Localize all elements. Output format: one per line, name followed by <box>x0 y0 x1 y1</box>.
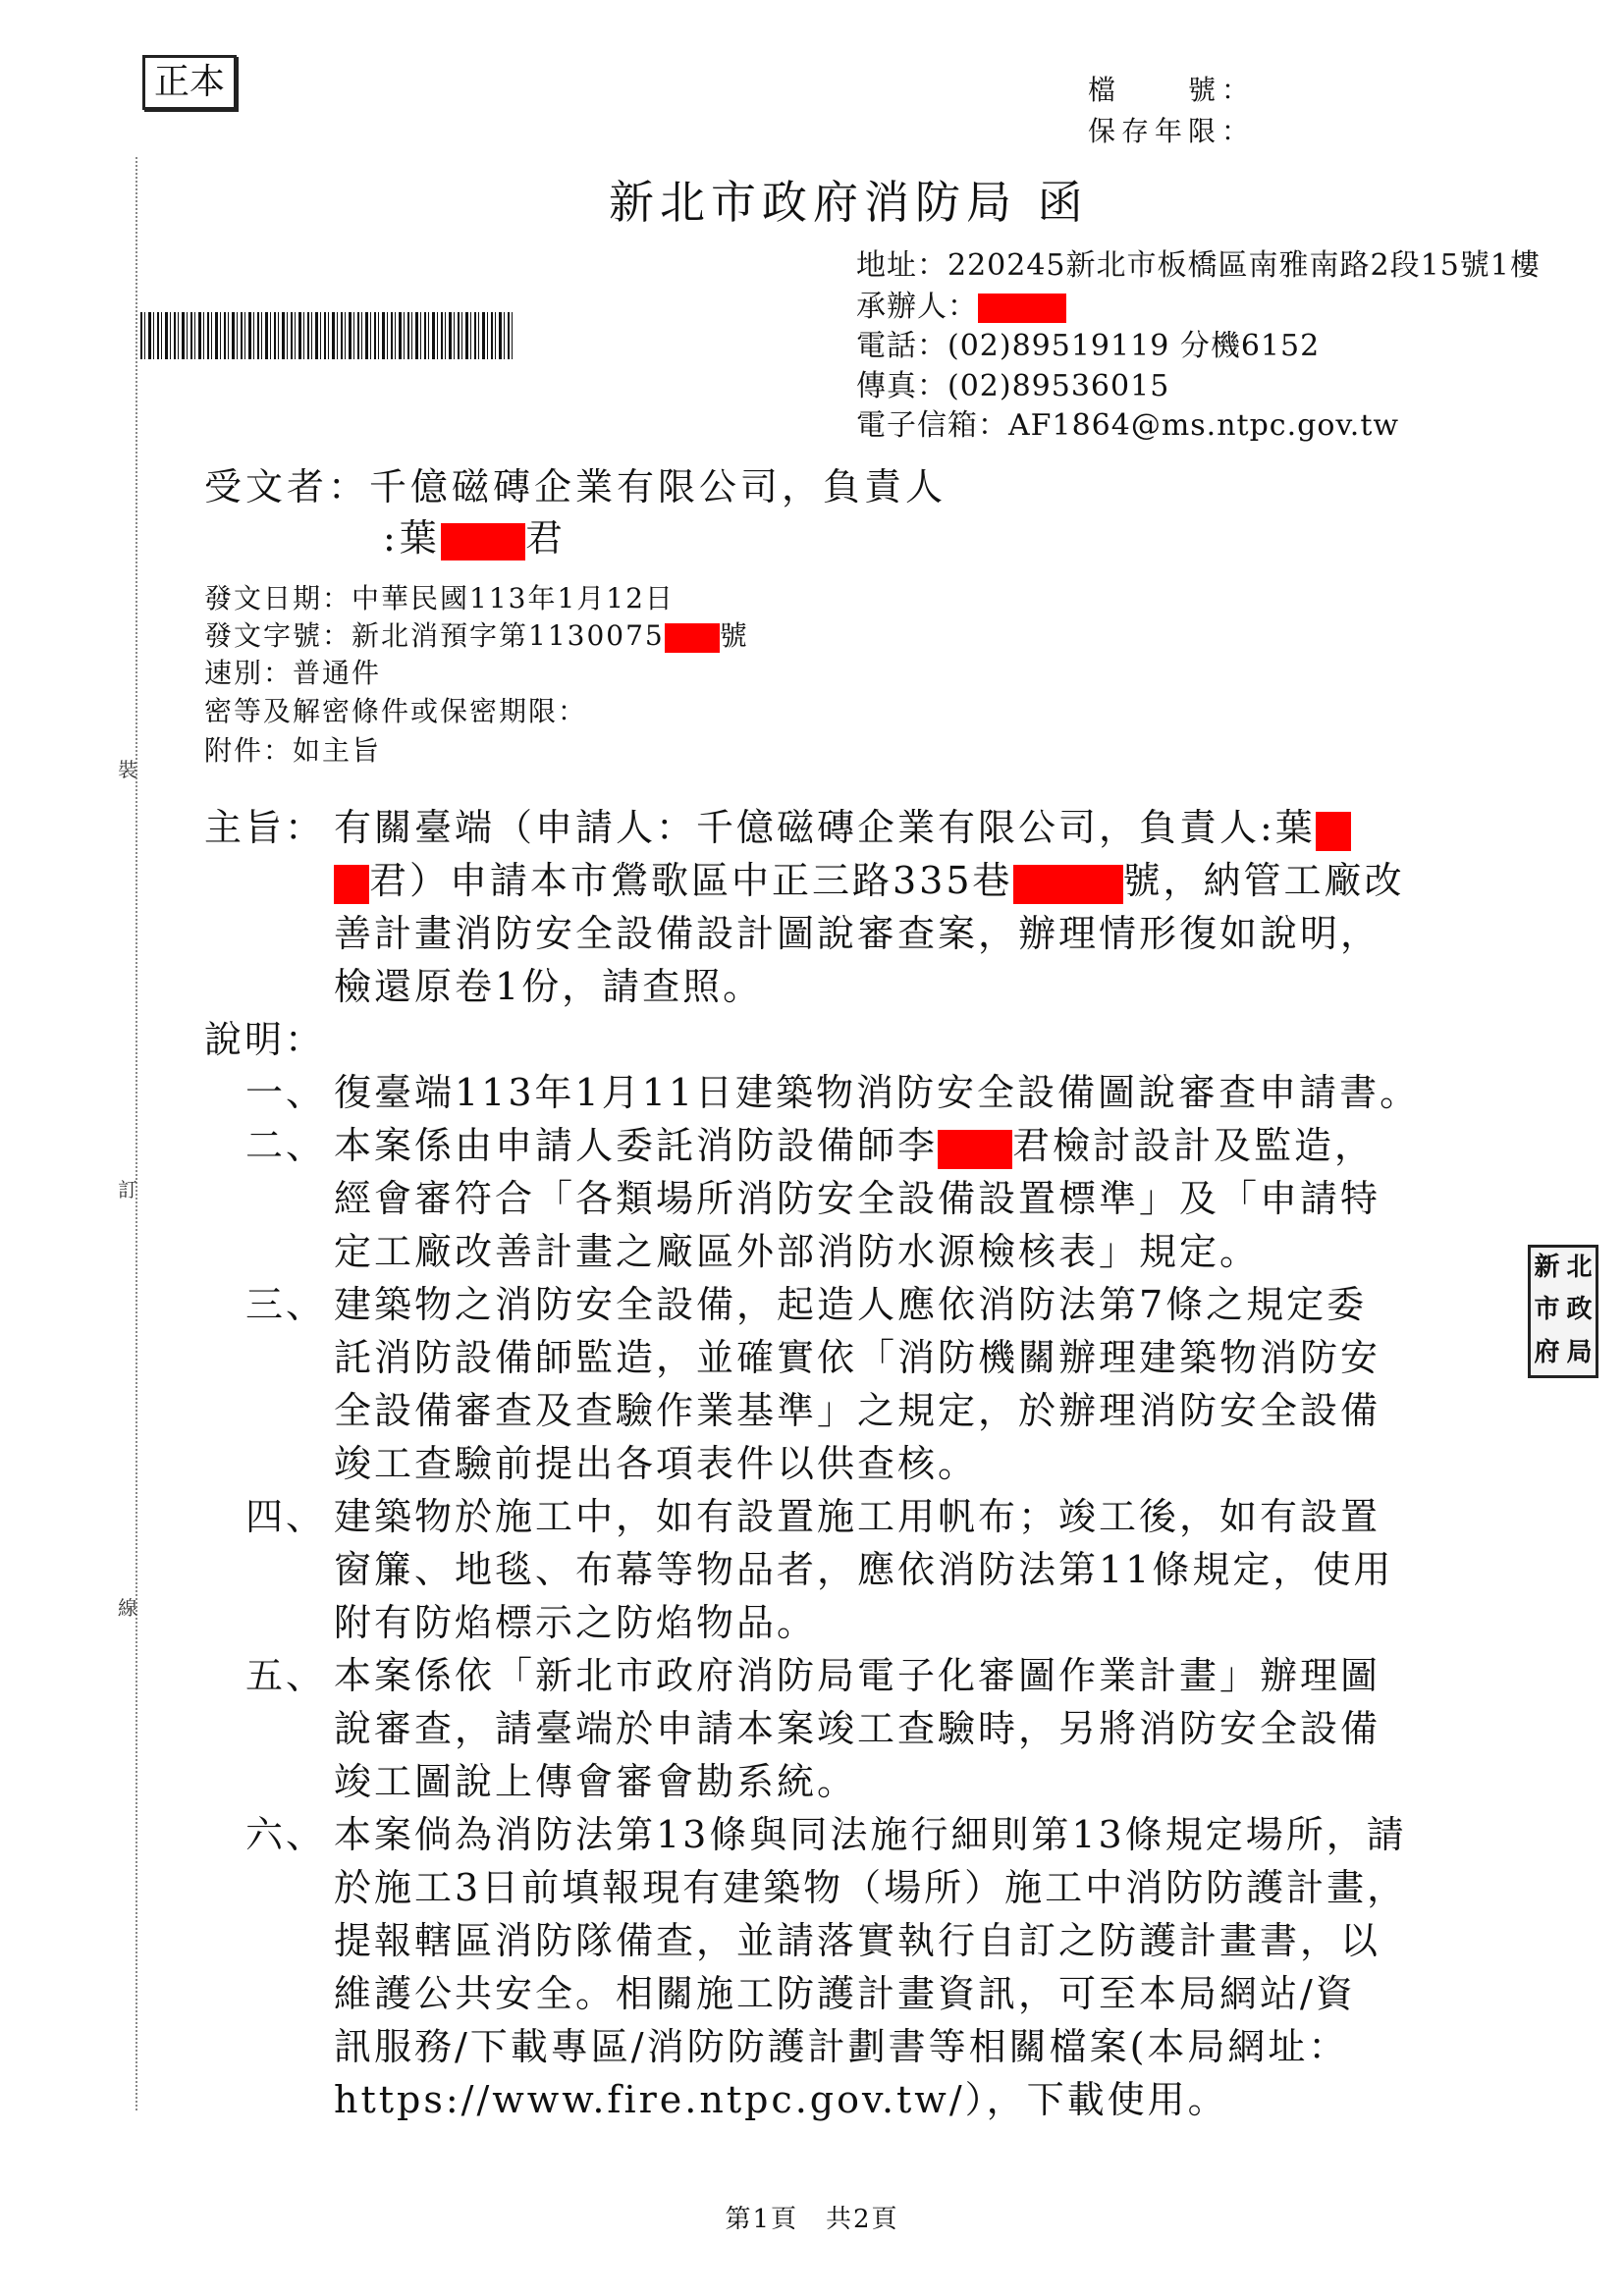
secrecy-class: 密等及解密條件或保密期限： <box>204 695 588 727</box>
recipient-prefix: :葉 <box>383 516 441 560</box>
item-5-line-2: 說審查，請臺端於申請本案竣工查驗時，另將消防安全設備 <box>334 1707 1381 1750</box>
document-title: 新北市政府消防局 函 <box>609 176 1089 229</box>
item-5-line-3: 竣工圖說上傳會審會勘系統。 <box>334 1760 858 1803</box>
item-4-line-3: 附有防焰標示之防焰物品。 <box>334 1601 818 1644</box>
item-4-line-1: 建築物於施工中，如有設置施工用帆布；竣工後，如有設置 <box>334 1495 1381 1538</box>
item-number: 五、 <box>245 1654 327 1697</box>
redaction-block <box>334 865 369 904</box>
subject-line-1-text: 有關臺端（申請人：千億磁磚企業有限公司，負責人:葉 <box>334 806 1316 849</box>
item-3-line-1: 建築物之消防安全設備，起造人應依消防法第7條之規定委 <box>334 1283 1368 1326</box>
redaction-block <box>1316 812 1351 851</box>
email-line: 電子信箱：AF1864@ms.ntpc.gov.tw <box>856 408 1400 443</box>
seal-char: 北 <box>1566 1253 1593 1282</box>
recipient-suffix: 君 <box>524 516 567 560</box>
fax-line: 傳真：(02)89536015 <box>856 369 1170 403</box>
handler-line <box>856 282 1066 325</box>
address-line: 地址：220245新北市板橋區南雅南路2段15號1樓 <box>856 248 1541 283</box>
binding-mark-zhuang: 裝 <box>118 758 137 781</box>
speed-class: 速別：普通件 <box>204 657 382 689</box>
item-1-line: 復臺端113年1月11日建築物消防安全設備圖說審查申請書。 <box>334 1071 1421 1114</box>
subject-line-2-b: 號，納管工廠改 <box>1122 859 1405 902</box>
subject-line-3: 善計畫消防安全設備設計圖說審查案，辦理情形復如說明， <box>334 912 1381 955</box>
binding-mark-xian: 線 <box>118 1596 137 1620</box>
file-number-label: 檔 號： <box>1088 74 1256 106</box>
redaction-block <box>938 1130 1012 1169</box>
item-number: 二、 <box>245 1124 327 1167</box>
item-2-line-1-b: 君檢討設計及監造， <box>1012 1124 1376 1167</box>
item-number: 一、 <box>245 1071 327 1114</box>
page-number: 第1頁 共2頁 <box>725 2205 899 2234</box>
item-5-line-1: 本案係依「新北市政府消防局電子化審圖作業計畫」辦理圖 <box>334 1654 1381 1697</box>
handler-label: 承辦人： <box>856 290 978 324</box>
subject-line-1 <box>334 797 1351 851</box>
item-6-line-4: 維護公共安全。相關施工防護計畫資訊，可至本局網站/資 <box>334 1972 1356 2015</box>
retention-period-label: 保存年限： <box>1088 115 1256 147</box>
document-number-prefix: 發文字號：新北消預字第1130075 <box>204 619 665 652</box>
item-6-line-2: 於施工3日前填報現有建築物（場所）施工中消防防護計畫， <box>334 1866 1408 1909</box>
item-3-line-3: 全設備審查及查驗作業基準」之規定，於辦理消防安全設備 <box>334 1389 1381 1432</box>
seal-char: 政 <box>1566 1295 1593 1325</box>
item-6-line-1: 本案倘為消防法第13條與同法施行細則第13條規定場所，請 <box>334 1813 1407 1856</box>
subject-line-2 <box>334 850 1405 904</box>
binding-margin-line <box>135 157 137 2110</box>
attachment-line: 附件：如主旨 <box>204 734 382 767</box>
item-4-line-2: 窗簾、地毯、布幕等物品者，應依消防法第11條規定，使用 <box>334 1548 1394 1591</box>
document-number <box>204 614 749 654</box>
barcode <box>140 312 514 359</box>
binding-mark-ding: 訂 <box>118 1178 137 1201</box>
seal-char: 新 <box>1534 1253 1560 1282</box>
item-6-line-3: 提報轄區消防隊備查，並請落實執行自訂之防護計畫書，以 <box>334 1919 1381 1962</box>
item-2-line-1 <box>334 1115 1375 1169</box>
item-6-line-6: https://www.fire.ntpc.gov.tw/），下載使用。 <box>334 2078 1228 2121</box>
side-seal-stamp <box>1528 1245 1598 1378</box>
original-copy-stamp: 正本 <box>142 55 237 110</box>
recipient-line-1: 受文者：千億磁磚企業有限公司，負責人 <box>204 465 947 508</box>
seal-char: 局 <box>1566 1337 1593 1367</box>
seal-char: 府 <box>1534 1337 1560 1367</box>
item-3-line-4: 竣工查驗前提出各項表件以供查核。 <box>334 1442 979 1485</box>
recipient-line-2 <box>383 507 567 561</box>
item-2-line-1-a: 本案係由申請人委託消防設備師李 <box>334 1124 939 1167</box>
redaction-block <box>1013 865 1123 904</box>
subject-line-2-a: 君）申請本市鶯歌區中正三路335巷 <box>369 859 1013 902</box>
item-number: 三、 <box>245 1283 327 1326</box>
item-2-line-3: 定工廠改善計畫之廠區外部消防水源檢核表」規定。 <box>334 1230 1261 1273</box>
item-3-line-2: 託消防設備師監造，並確實依「消防機關辦理建築物消防安 <box>334 1336 1381 1379</box>
redaction-block <box>665 623 720 653</box>
subject-line-4: 檢還原卷1份，請查照。 <box>334 965 764 1008</box>
item-number: 六、 <box>245 1813 327 1856</box>
redaction-block <box>441 523 525 561</box>
phone-line: 電話：(02)89519119 分機6152 <box>856 329 1321 363</box>
item-6-line-5: 訊服務/下載專區/消防防護計劃書等相關檔案(本局網址： <box>334 2025 1349 2068</box>
redaction-block <box>978 294 1066 323</box>
document-number-suffix: 號 <box>719 619 749 652</box>
item-2-line-2: 經會審符合「各類場所消防安全設備設置標準」及「申請特 <box>334 1177 1381 1220</box>
subject-label: 主旨： <box>204 806 326 849</box>
explanation-label: 說明： <box>204 1018 326 1061</box>
seal-char: 市 <box>1534 1295 1560 1325</box>
issue-date: 發文日期：中華民國113年1月12日 <box>204 582 675 614</box>
item-number: 四、 <box>245 1495 327 1538</box>
